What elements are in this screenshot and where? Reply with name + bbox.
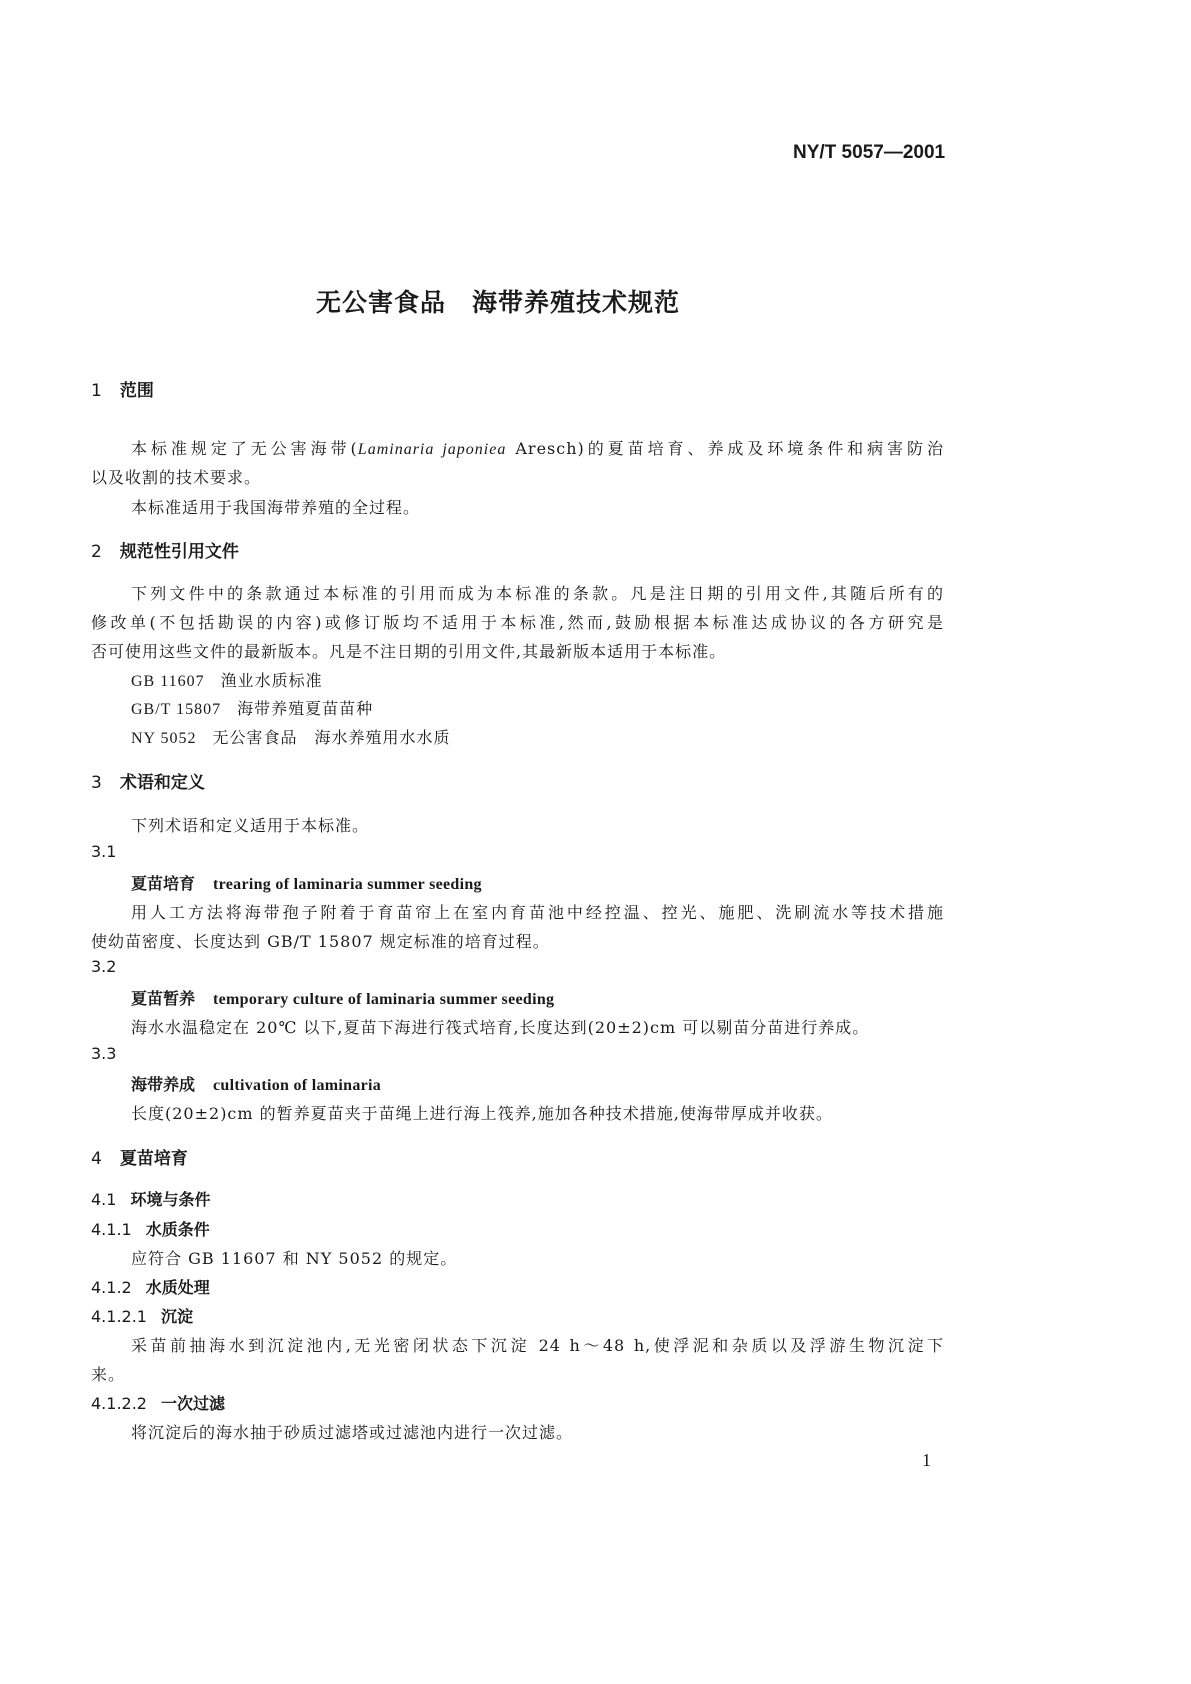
subsection-4-1-2-1-text-line-2: 来。 (91, 1365, 126, 1384)
subsection-4-1-2-1-heading: 4.1.2.1 沉淀 (91, 1307, 193, 1326)
section-number: 2 (91, 542, 102, 562)
reference-item: GB 11607 渔业水质标准 (131, 671, 323, 690)
references-paragraph-line-1: 下列文件中的条款通过本标准的引用而成为本标准的条款。凡是注日期的引用文件,其随后所有的 (131, 584, 944, 603)
latin-species-name: Laminaria japoniea (357, 441, 507, 458)
section-title: 术语和定义 (119, 773, 205, 793)
page-number: 1 (922, 1450, 931, 1470)
document-title: 无公害食品 海带养殖技术规范 (316, 288, 681, 317)
subsection-4-1-2-1-text-line-1: 采苗前抽海水到沉淀池内,无光密闭状态下沉淀 24 h～48 h,使浮泥和杂质以及浮游生物沉淀下 (131, 1336, 944, 1355)
references-paragraph-line-2: 修改单(不包括勘误的内容)或修订版均不适用于本标准,然而,鼓励根据本标准达成协议的各方研究是 (91, 613, 944, 632)
subsection-4-1-1-heading: 4.1.1 水质条件 (91, 1220, 210, 1239)
section-number: 3 (91, 773, 102, 793)
term-3-3: 海带养成 cultivation of laminaria (131, 1075, 382, 1094)
term-3-1-number: 3.1 (91, 842, 117, 861)
section-number: 4 (91, 1149, 102, 1169)
subsection-4-1-2-heading: 4.1.2 水质处理 (91, 1278, 210, 1297)
subsection-4-1-2-2-text: 将沉淀后的海水抽于砂质过滤塔或过滤池内进行一次过滤。 (131, 1423, 574, 1442)
references-paragraph-line-3: 否可使用这些文件的最新版本。凡是不注日期的引用文件,其最新版本适用于本标准。 (91, 642, 727, 661)
subsection-4-1-heading: 4.1 环境与条件 (91, 1190, 211, 1209)
section-3-heading (91, 768, 205, 793)
section-2-heading (91, 537, 239, 562)
term-3-1-definition-line-1: 用人工方法将海带孢子附着于育苗帘上在室内育苗池中经控温、控光、施肥、洗刷流水等技术措施 (131, 903, 944, 922)
term-3-2: 夏苗暂养 temporary culture of laminaria summer seeding (131, 989, 555, 1008)
section-title: 夏苗培育 (119, 1149, 188, 1169)
term-3-2-number: 3.2 (91, 957, 117, 976)
scope-paragraph-line-1: 本标准规定了无公害海带(Laminaria japoniea Aresch)的夏苗培育、养成及环境条件和病害防治 (131, 439, 945, 458)
section-number: 1 (91, 381, 102, 401)
term-3-3-number: 3.3 (91, 1044, 117, 1063)
subsection-4-1-2-2-heading: 4.1.2.2 一次过滤 (91, 1394, 225, 1413)
scope-paragraph-line-2: 以及收割的技术要求。 (91, 468, 262, 487)
section-title: 规范性引用文件 (119, 542, 239, 562)
reference-item: NY 5052 无公害食品 海水养殖用水水质 (131, 728, 451, 747)
section-title: 范围 (119, 381, 154, 401)
term-3-1: 夏苗培育 trearing of laminaria summer seeding (131, 874, 482, 893)
scope-paragraph-2: 本标准适用于我国海带养殖的全过程。 (131, 498, 421, 517)
section-4-heading (91, 1144, 188, 1169)
term-3-2-definition: 海水水温稳定在 20℃ 以下,夏苗下海进行筏式培育,长度达到(20±2)cm 可以剔苗分苗进行养成。 (131, 1018, 870, 1037)
section-1-heading (91, 376, 154, 401)
reference-item: GB/T 15807 海带养殖夏苗苗种 (131, 699, 374, 718)
subsection-4-1-1-text: 应符合 GB 11607 和 NY 5052 的规定。 (131, 1249, 458, 1268)
term-3-3-definition: 长度(20±2)cm 的暂养夏苗夹于苗绳上进行海上筏养,施加各种技术措施,使海带厚成并收获。 (131, 1104, 833, 1123)
term-3-1-definition-line-2: 使幼苗密度、长度达到 GB/T 15807 规定标准的培育过程。 (91, 932, 550, 951)
terms-intro: 下列术语和定义适用于本标准。 (131, 816, 370, 835)
standard-number: NY/T 5057—2001 (793, 142, 946, 163)
